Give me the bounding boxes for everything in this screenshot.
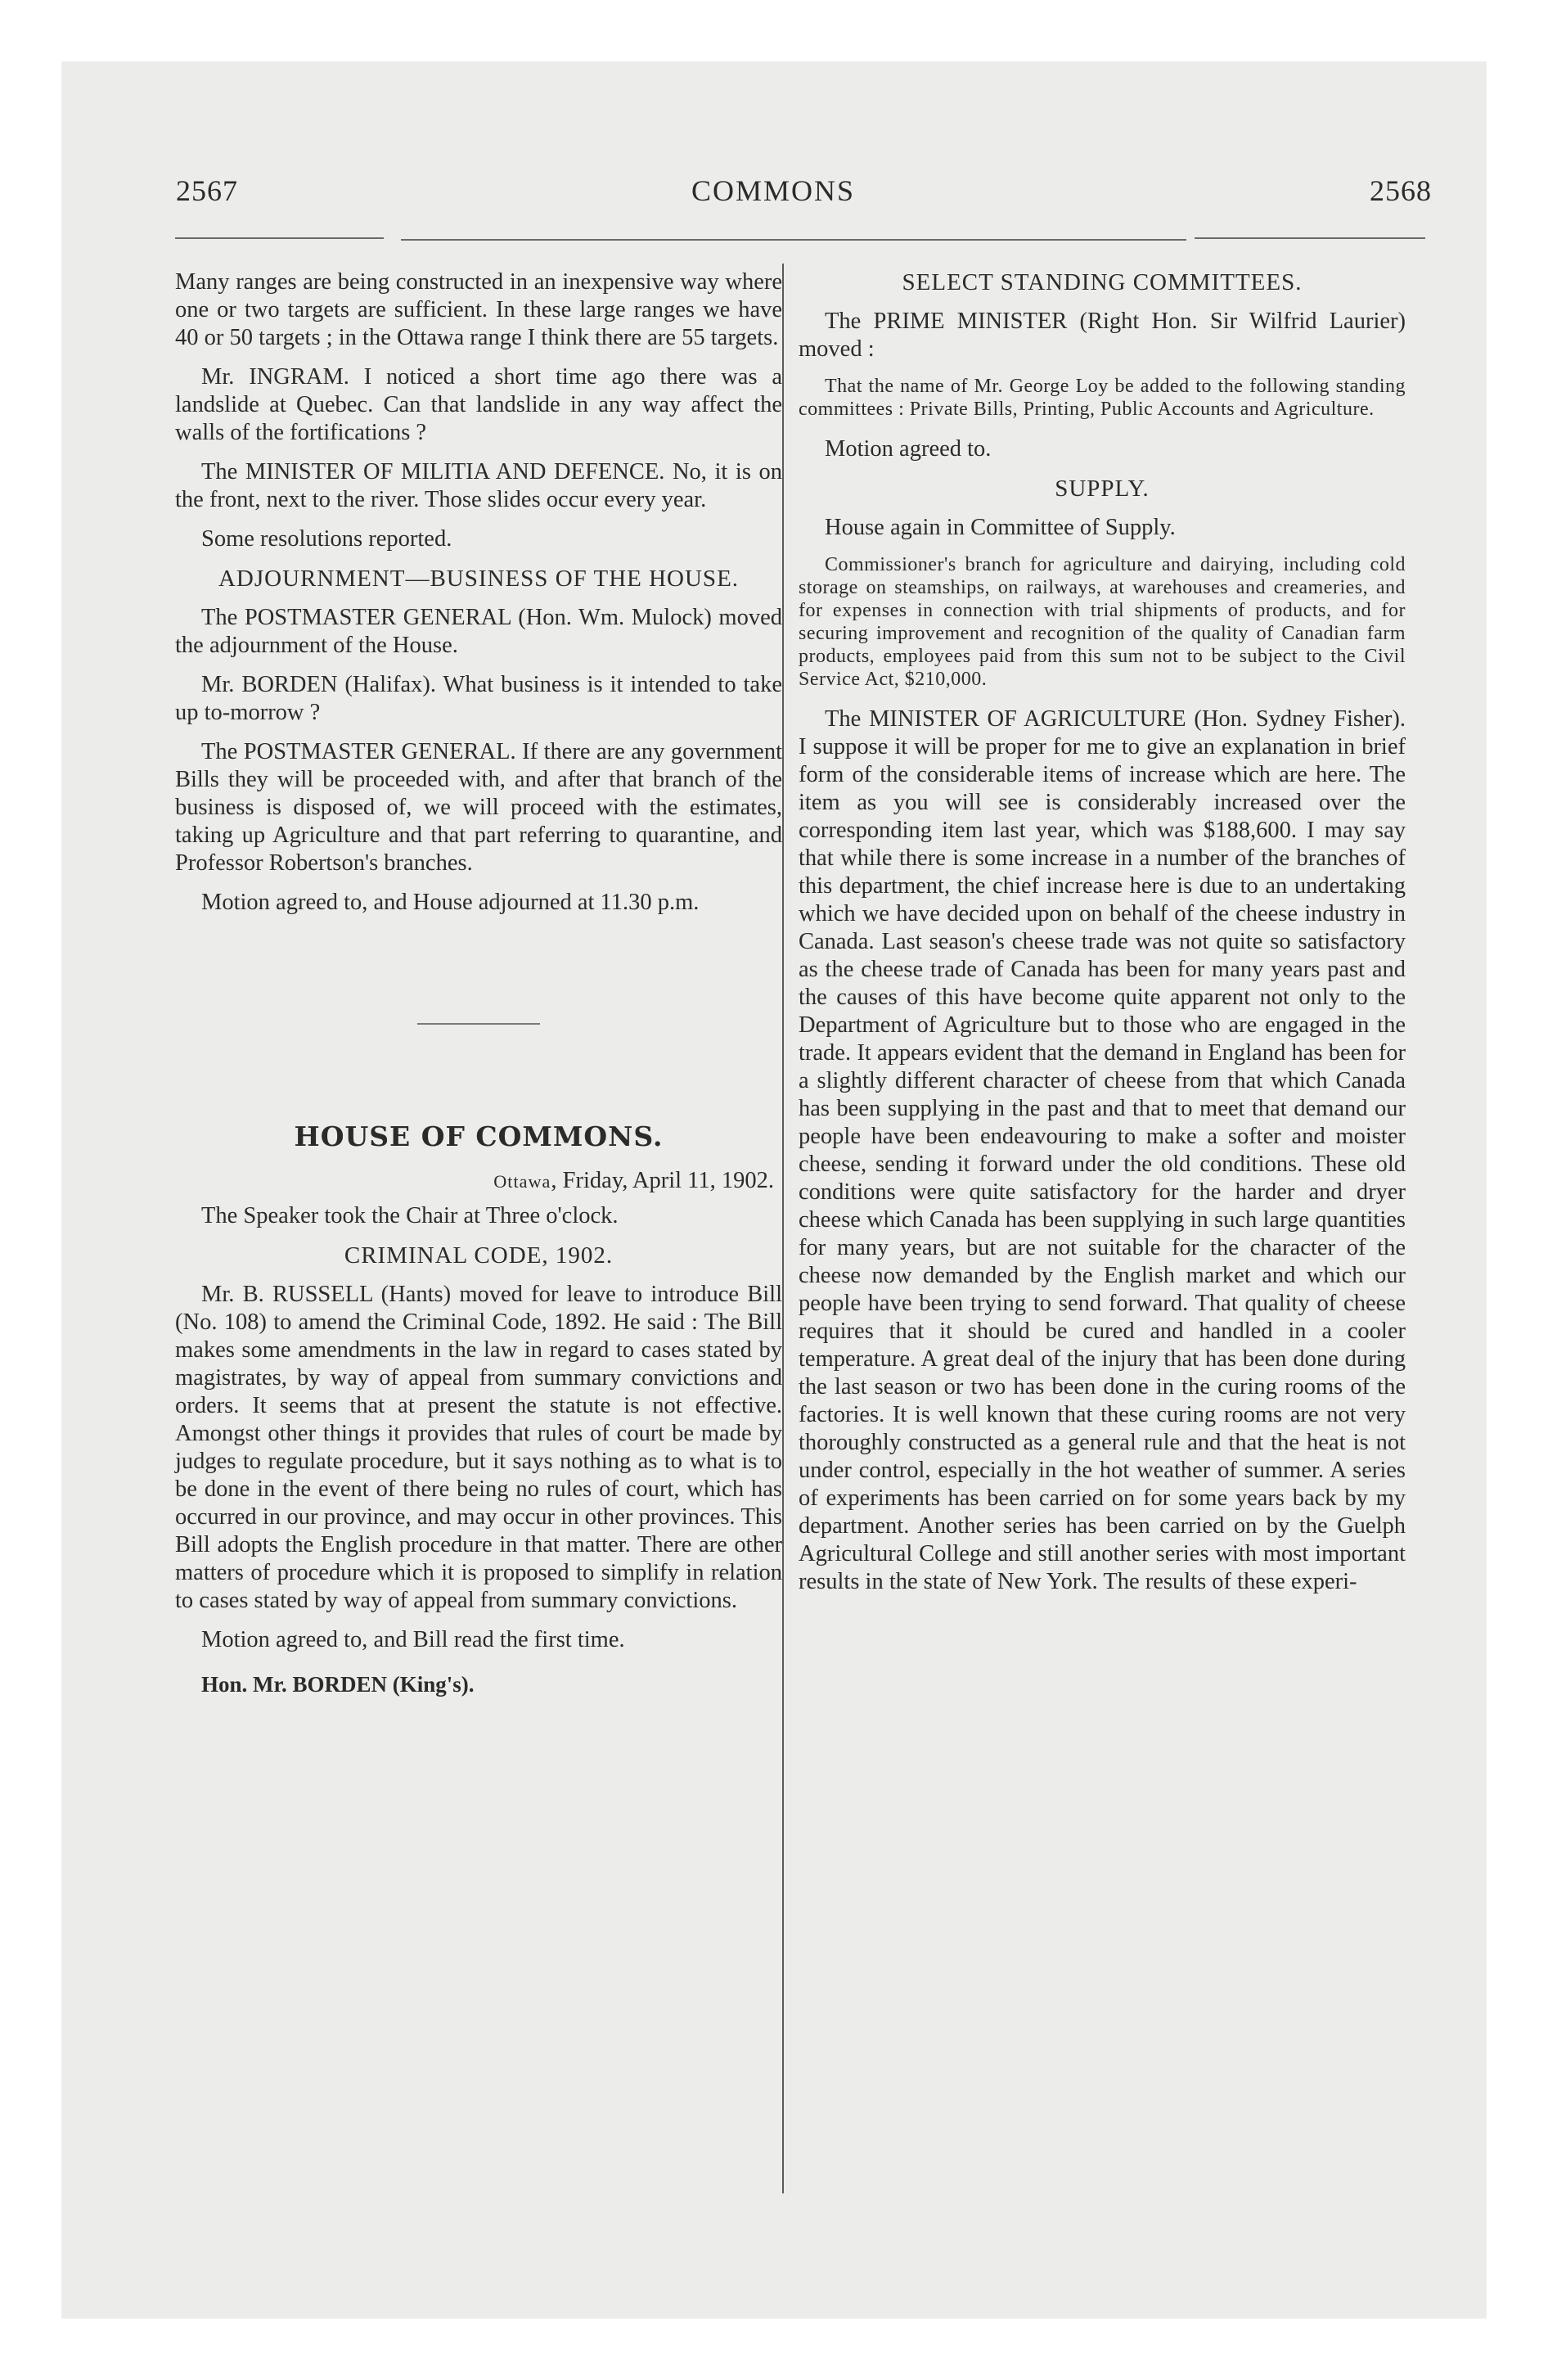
left-column <box>175 268 782 1710</box>
right-column <box>799 268 1406 1607</box>
section-heading: CRIMINAL CODE, 1902. <box>344 1242 614 1269</box>
dateline <box>175 1167 774 1196</box>
speaker-signoff: Hon. Mr. BORDEN (King's). <box>201 1672 475 1697</box>
header-rule-left <box>175 237 384 239</box>
supply-item-text: Commissioner's branch for agriculture and dairying, including cold storage on steamships, on railways, at warehouses and creameries, and for expenses in connection with trial shipments of products, and for securing improvement and recognition of the quality of Canadian farm products, employees paid from this sum not to be subject to the Civil Service Act, $210,000. <box>799 554 1406 690</box>
paragraph: The PRIME MINISTER (Right Hon. Sir Wilfrid Laurier) moved : <box>799 309 1406 362</box>
paragraph: The POSTMASTER GENERAL (Hon. Wm. Mulock) moved the adjournment of the House. <box>175 605 782 658</box>
paragraph: The POSTMASTER GENERAL. If there are any government Bills they will be proceeded with, and after that branch of the business is disposed of, we will proceed with the estimates, taking up Agriculture and that part referring to quarantine, and Professor Robertson's branches. <box>175 739 782 876</box>
motion-text: That the name of Mr. George Loy be added to the following standing committees : Private Bills, Printing, Public Accounts and Agriculture. <box>799 376 1406 420</box>
paragraph: The Speaker took the Chair at Three o'clock. <box>201 1203 619 1228</box>
page-number-right: 2568 <box>1370 174 1432 207</box>
paragraph: Mr. B. RUSSELL (Hants) moved for leave to introduce Bill (No. 108) to amend the Criminal Code, 1892. He said : The Bill makes some amendments in the law in regard to cases stated by magistrates, by way of appeal from summary convictions and orders. It seems that at present the statute is not effective. Amongst other things it provides that rules of court be made by judges to regulate procedure, but it says nothing as to what is to be done in the event of there being no rules of court, which has occurred in our province, and may occur in other provinces. This Bill adopts the English procedure in that matter. There are other matters of procedure which it is proposed to simplify in relation to cases stated by way of appeal from summary convictions. <box>175 1282 782 1613</box>
paragraph: House again in Committee of Supply. <box>825 515 1176 540</box>
section-heading: SUPPLY. <box>1055 476 1150 502</box>
paragraph: The MINISTER OF AGRICULTURE (Hon. Sydney Fisher). I suppose it will be proper for me to give an explanation in brief form of the considerable items of increase which are here. The item as you will see is considerably increased over the corresponding item last year, which was $188,600. I may say that while there is some increase in a number of the branches of this department, the chief increase here is due to an undertaking which we have decided upon on behalf of the cheese industry in Canada. Last season's cheese trade was not quite so satisfactory as the cheese trade of Canada has been for many years past and the causes of this have become quite apparent not only to the Department of Agriculture but to those who are engaged in the trade. It appears evident that the demand in England has been for a slightly different character of cheese from that which Canada has been supplying in the past and that to meet that demand our people have been endeavouring to make a softer and moister cheese, sending it forward under the old conditions. These old conditions were quite satisfactory for the harder and dryer cheese which Canada has been supplying in such large quantities for many years, but are not suitable for the character of the cheese now demanded by the English market and which our people have been trying to send forward. That quality of cheese requires that it should be cured and handled in a cooler temperature. A great deal of the injury that has been done during the last season or two has been done in the curing rooms of the factories. It is well known that these curing rooms are not very thoroughly constructed as a general rule and that the heat is not under control, especially in the hot weather of summer. A series of experiments has been carried on for some years back by my department. Another series has been carried on by the Guelph Agricultural College and still another series with most important results in the state of New York. The results of these experi- <box>799 706 1406 1594</box>
section-title: HOUSE OF COMMONS. <box>294 1120 664 1152</box>
page-number-left: 2567 <box>176 174 238 207</box>
paragraph: Motion agreed to. <box>825 436 992 462</box>
paragraph: Motion agreed to, and House adjourned at 11.30 p.m. <box>201 890 700 915</box>
dateline-city: Ottawa <box>493 1171 551 1192</box>
header-rule-right <box>1195 237 1425 239</box>
section-divider <box>417 1023 540 1025</box>
paragraph: Mr. INGRAM. I noticed a short time ago there was a landslide at Quebec. Can that landslide in any way affect the walls of the fortifications ? <box>175 364 782 445</box>
section-heading: ADJOURNMENT—BUSINESS OF THE HOUSE. <box>218 566 740 592</box>
section-heading: SELECT STANDING COMMITTEES. <box>902 269 1303 295</box>
dateline-date: , Friday, April 11, 1902. <box>551 1168 774 1193</box>
paragraph: Motion agreed to, and Bill read the first time. <box>201 1627 625 1652</box>
page-header <box>115 174 1432 223</box>
paragraph: Some resolutions reported. <box>201 526 452 552</box>
paragraph: Mr. BORDEN (Halifax). What business is it intended to take up to-morrow ? <box>175 672 782 725</box>
header-rule-center <box>401 239 1186 241</box>
running-title: COMMONS <box>691 174 856 207</box>
paragraph: Many ranges are being constructed in an inexpensive way where one or two targets are sufficient. In these large ranges we have 40 or 50 targets ; in the Ottawa range I think there are 55 targets. <box>175 269 782 350</box>
column-divider <box>782 264 784 2193</box>
paragraph: The MINISTER OF MILITIA AND DEFENCE. No, it is on the front, next to the river. Those slides occur every year. <box>175 459 782 512</box>
